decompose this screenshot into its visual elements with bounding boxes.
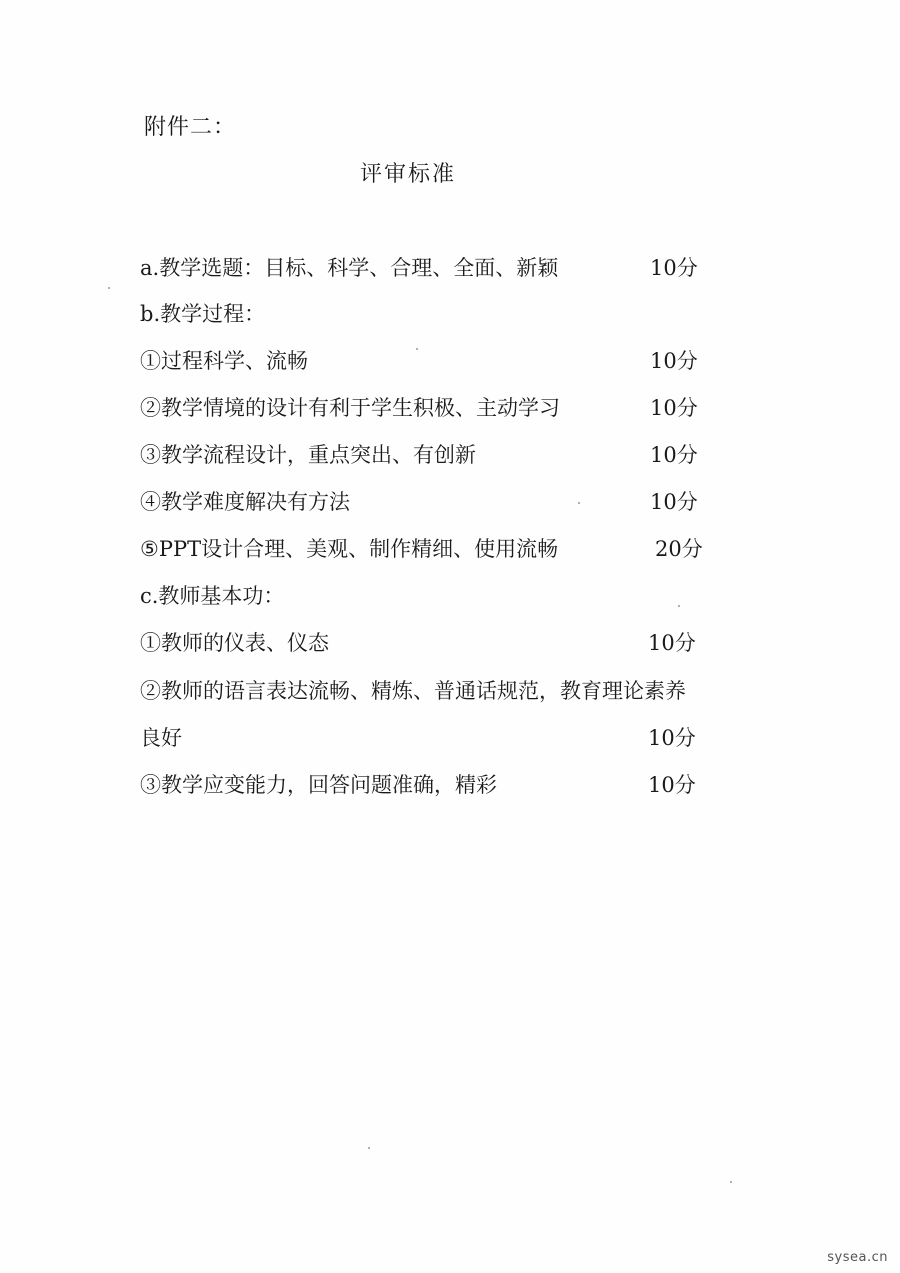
- scan-speck: [108, 287, 110, 289]
- criterion-b2-score: 10分: [650, 396, 698, 420]
- criterion-c3-score: 10分: [648, 773, 696, 797]
- criterion-b3-score: 10分: [650, 443, 698, 467]
- criterion-b5-score: 20分: [655, 537, 703, 561]
- criterion-b1-score: 10分: [650, 349, 698, 373]
- watermark: sysea.cn: [827, 1250, 888, 1265]
- scan-speck: [678, 605, 680, 607]
- section-c-heading: c.教师基本功：: [140, 584, 285, 608]
- criterion-b3-text: ③教学流程设计，重点突出、有创新: [140, 443, 476, 467]
- scan-speck: [416, 348, 418, 350]
- criterion-c1-text: ①教师的仪表、仪态: [140, 631, 329, 655]
- criterion-a-text: a.教学选题：目标、科学、合理、全面、新颖: [140, 256, 559, 280]
- criterion-c2-text-line2: 良好: [140, 726, 182, 750]
- document-title: 评审标准: [360, 162, 457, 187]
- attachment-label: 附件二：: [144, 115, 237, 140]
- criterion-c1-score: 10分: [648, 631, 696, 655]
- criterion-b4-score: 10分: [650, 490, 698, 514]
- criterion-b2-text: ②教学情境的设计有利于学生积极、主动学习: [140, 396, 560, 420]
- criterion-a-score: 10分: [650, 256, 698, 280]
- criterion-c2-text-line1: ②教师的语言表达流畅、精炼、普通话规范，教育理论素养: [140, 679, 686, 703]
- scan-speck: [368, 1147, 370, 1149]
- criterion-c3-text: ③教学应变能力，回答问题准确，精彩: [140, 773, 497, 797]
- criterion-b1-text: ①过程科学、流畅: [140, 349, 308, 373]
- scan-speck: [578, 502, 580, 504]
- section-b-heading: b.教学过程：: [140, 302, 266, 326]
- criterion-b4-text: ④教学难度解决有方法: [140, 490, 350, 514]
- criterion-b5-text: ⑤PPT设计合理、美观、制作精细、使用流畅: [140, 537, 559, 561]
- criterion-c2-score: 10分: [648, 726, 696, 750]
- scan-speck: [730, 1181, 732, 1183]
